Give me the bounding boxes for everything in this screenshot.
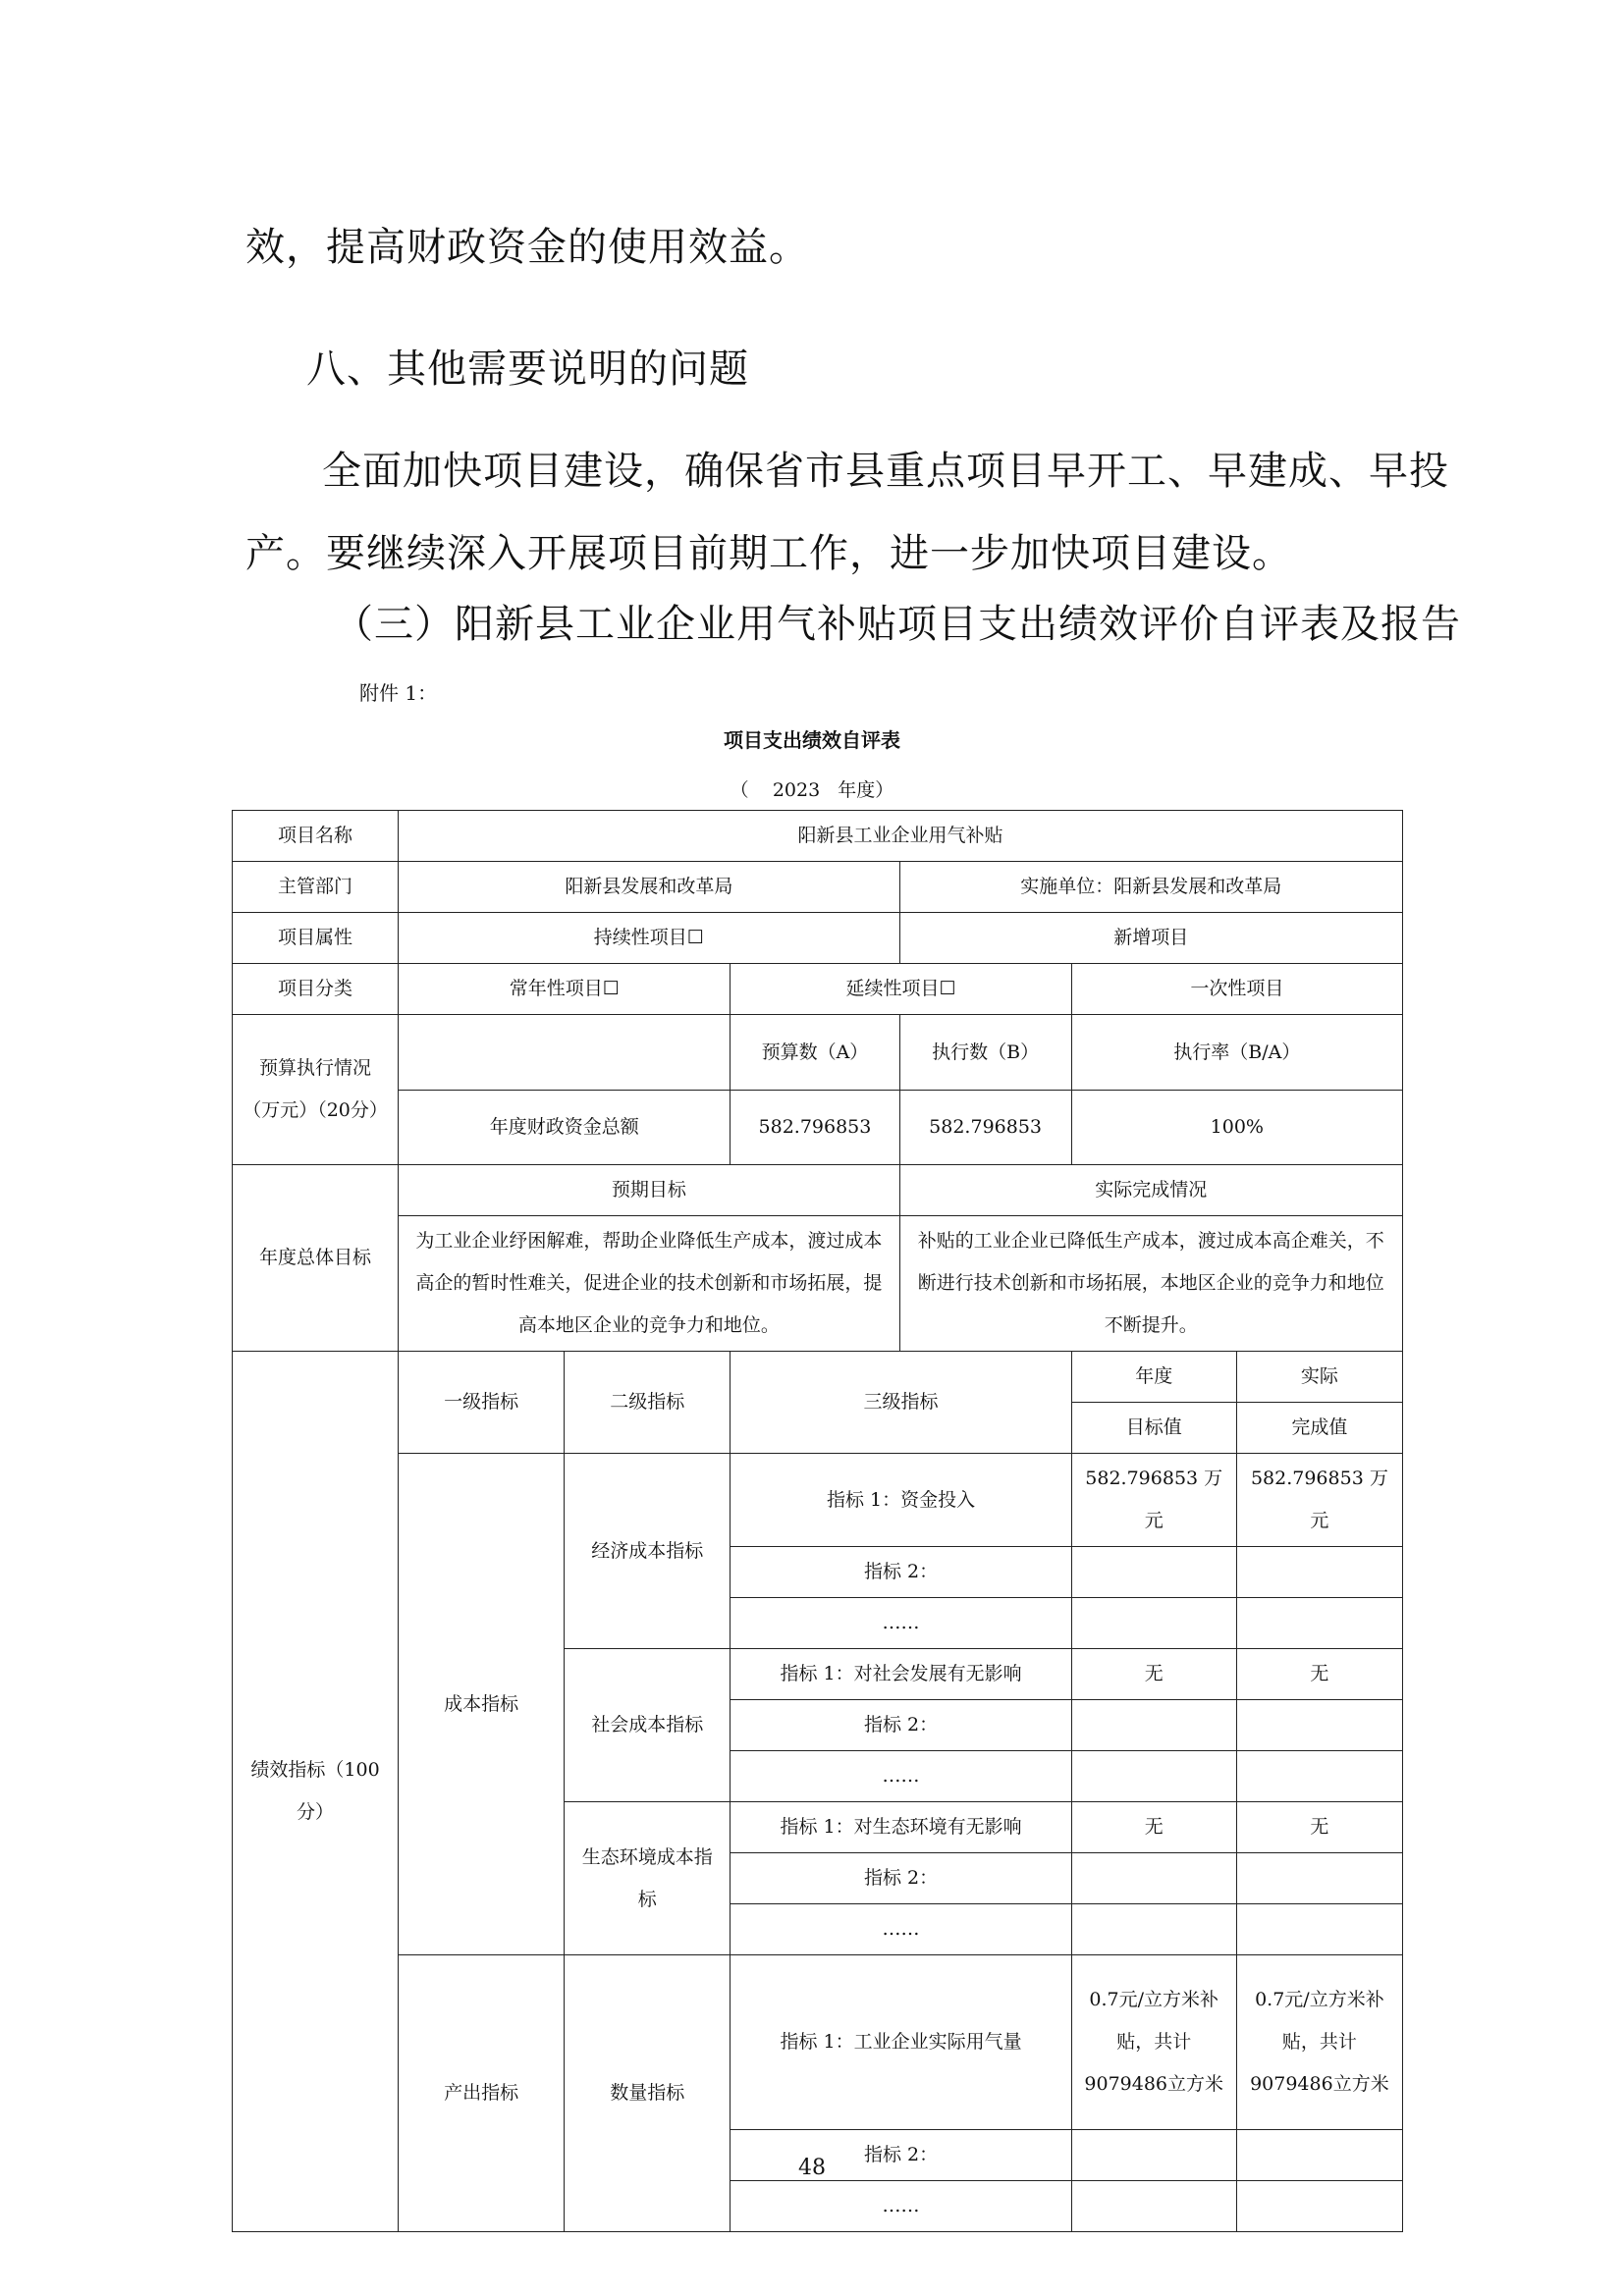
- econ-indicator-2: 指标 2：: [731, 1547, 1071, 1598]
- attachment-label: 附件 1：: [359, 681, 438, 705]
- qty-indicator-2: 指标 2：: [731, 2130, 1071, 2181]
- impl-unit: 实施单位：阳新县发展和改革局: [899, 862, 1402, 913]
- actual-goal: 补贴的工业企业已降低生产成本，渡过成本高企难关，不断进行技术创新和市场拓展，本地区企业的竞争力和地位不断提升。: [899, 1216, 1402, 1352]
- project-name-label: 项目名称: [233, 811, 399, 862]
- table-title: 项目支出绩效自评表: [724, 728, 900, 752]
- eco-actual: 无: [1236, 1802, 1402, 1853]
- cost-indicator: 成本指标: [399, 1454, 565, 1955]
- performance-evaluation-table: [232, 810, 1403, 2232]
- paragraph-text: 效，提高财政资金的使用效益。: [245, 225, 809, 270]
- table-year: （ 2023 年度）: [730, 779, 894, 801]
- dept-label: 主管部门: [233, 862, 399, 913]
- budget-a: 582.796853: [731, 1091, 899, 1165]
- budget-b: 582.796853: [899, 1091, 1071, 1165]
- social-indicator-1: 指标 1：对社会发展有无影响: [731, 1649, 1071, 1700]
- eco-indicator-2: 指标 2：: [731, 1853, 1071, 1904]
- budget-col-a: 预算数（A）: [731, 1015, 899, 1091]
- social-indicator-2: 指标 2：: [731, 1700, 1071, 1751]
- eco-cost-indicator: 生态环境成本指标: [565, 1802, 731, 1955]
- empty-cell: [1071, 2181, 1236, 2232]
- cat-continuing: 延续性项目☐: [731, 964, 1071, 1015]
- eco-indicator-1: 指标 1：对生态环境有无影响: [731, 1802, 1071, 1853]
- category-label: 项目分类: [233, 964, 399, 1015]
- empty-cell: [1236, 1700, 1402, 1751]
- empty-cell: [1236, 1547, 1402, 1598]
- h-level2: 二级指标: [565, 1352, 731, 1454]
- empty-cell: [1236, 1853, 1402, 1904]
- econ-ellipsis: ……: [731, 1598, 1071, 1649]
- empty-cell: [1236, 2181, 1402, 2232]
- econ-actual: 582.796853 万元: [1236, 1454, 1402, 1547]
- expected-goal-header: 预期目标: [399, 1165, 899, 1216]
- h-level3: 三级指标: [731, 1352, 1071, 1454]
- attr-new: 新增项目: [899, 913, 1402, 964]
- fiscal-total-label: 年度财政资金总额: [399, 1091, 731, 1165]
- budget-rate: 100%: [1071, 1091, 1402, 1165]
- empty-cell: [1071, 1700, 1236, 1751]
- empty-cell: [1236, 1598, 1402, 1649]
- budget-col-b: 执行数（B）: [899, 1015, 1071, 1091]
- budget-label: 预算执行情况（万元）（20分）: [233, 1015, 399, 1165]
- output-indicator: 产出指标: [399, 1955, 565, 2232]
- qty-ellipsis: ……: [731, 2181, 1071, 2232]
- dept-value: 阳新县发展和改革局: [399, 862, 899, 913]
- attr-label: 项目属性: [233, 913, 399, 964]
- econ-cost-indicator: 经济成本指标: [565, 1454, 731, 1649]
- empty-cell: [1071, 1853, 1236, 1904]
- empty-cell: [1236, 1751, 1402, 1802]
- project-name: 阳新县工业企业用气补贴: [399, 811, 1403, 862]
- empty-cell: [1071, 1598, 1236, 1649]
- h-target-b: 目标值: [1071, 1403, 1236, 1454]
- empty-cell: [1071, 1904, 1236, 1955]
- expected-goal: 为工业企业纾困解难，帮助企业降低生产成本，渡过成本高企的暂时性难关，促进企业的技术创新和市场拓展，提高本地区企业的竞争力和地位。: [399, 1216, 899, 1352]
- actual-header: 实际完成情况: [899, 1165, 1402, 1216]
- qty-indicator-1: 指标 1：工业企业实际用气量: [731, 1955, 1071, 2130]
- quantity-indicator: 数量指标: [565, 1955, 731, 2232]
- empty-cell: [399, 1015, 731, 1091]
- eco-target: 无: [1071, 1802, 1236, 1853]
- qty-actual: 0.7元/立方米补贴，共计9079486立方米: [1236, 1955, 1402, 2130]
- section-heading-8: 八、其他需要说明的问题: [306, 347, 749, 392]
- attr-ongoing: 持续性项目☐: [399, 913, 899, 964]
- h-actual-a: 实际: [1236, 1352, 1402, 1403]
- econ-indicator-1: 指标 1：资金投入: [731, 1454, 1071, 1547]
- qty-target: 0.7元/立方米补贴，共计9079486立方米: [1071, 1955, 1236, 2130]
- social-ellipsis: ……: [731, 1751, 1071, 1802]
- perf-label: 绩效指标（100分）: [233, 1352, 399, 2232]
- paragraph-text: 产。要继续深入开展项目前期工作，进一步加快项目建设。: [245, 531, 1292, 576]
- empty-cell: [1071, 1751, 1236, 1802]
- empty-cell: [1236, 1904, 1402, 1955]
- page-number: 48: [798, 2156, 826, 2180]
- social-cost-indicator: 社会成本指标: [565, 1649, 731, 1802]
- econ-target: 582.796853 万元: [1071, 1454, 1236, 1547]
- h-target-a: 年度: [1071, 1352, 1236, 1403]
- cat-regular: 常年性项目☐: [399, 964, 731, 1015]
- budget-col-rate: 执行率（B/A）: [1071, 1015, 1402, 1091]
- paragraph-text: 全面加快项目建设，确保省市县重点项目早开工、早建成、早投: [322, 449, 1449, 494]
- h-level1: 一级指标: [399, 1352, 565, 1454]
- cat-onetime: 一次性项目: [1071, 964, 1402, 1015]
- goal-label: 年度总体目标: [233, 1165, 399, 1352]
- subsection-heading: （三）阳新县工业企业用气补贴项目支出绩效评价自评表及报告: [334, 602, 1461, 647]
- empty-cell: [1071, 1547, 1236, 1598]
- social-actual: 无: [1236, 1649, 1402, 1700]
- social-target: 无: [1071, 1649, 1236, 1700]
- h-actual-b: 完成值: [1236, 1403, 1402, 1454]
- eco-ellipsis: ……: [731, 1904, 1071, 1955]
